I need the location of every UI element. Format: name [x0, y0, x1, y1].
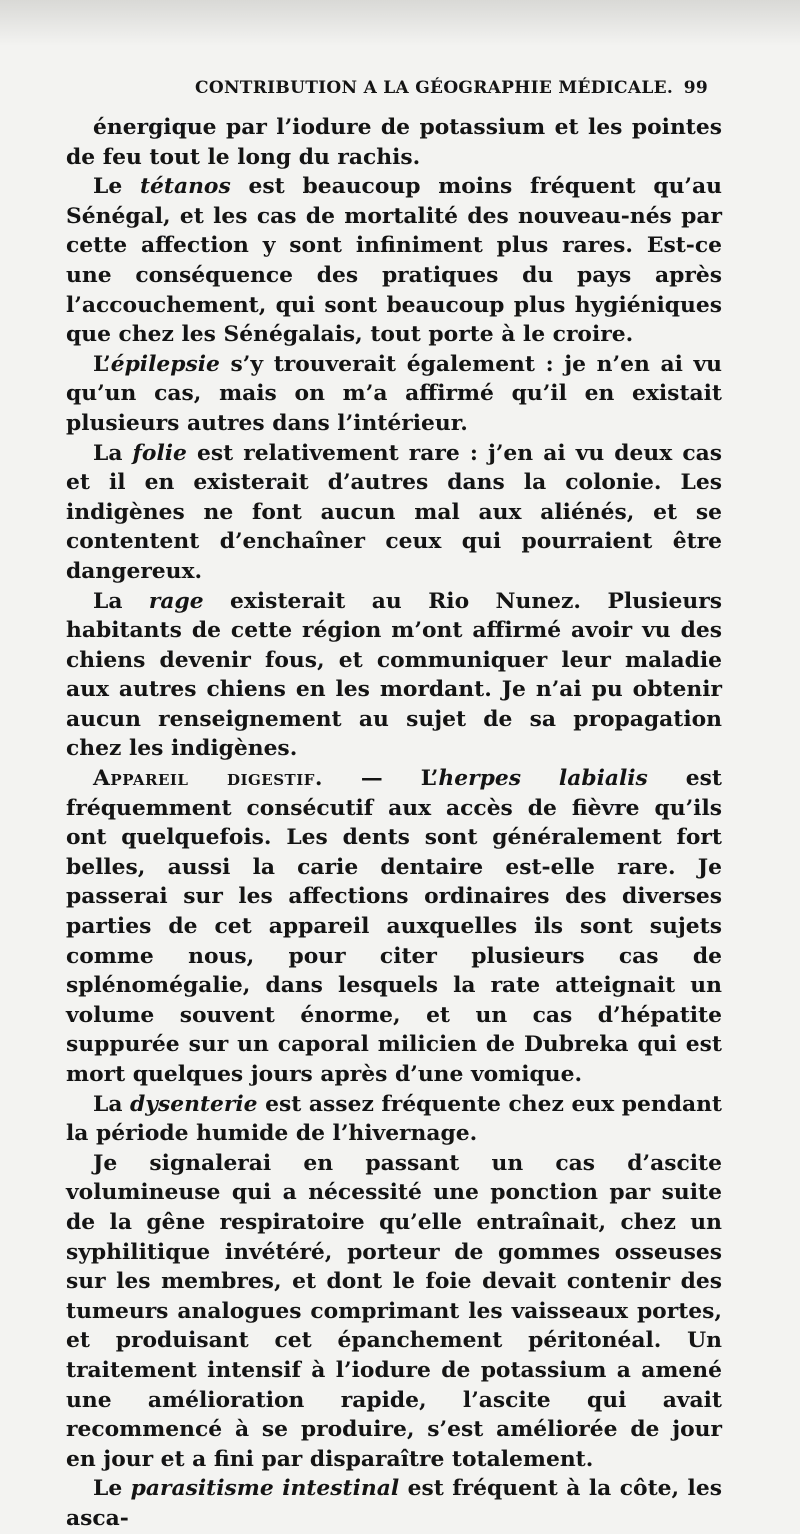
- paragraph-text: existerait au Rio Nunez. Plusieurs habitants de cette région m’ont affirmé avoir vu des chiens devenir fous, et communiquer leur maladie aux autres chiens en les mordant. Je n’ai pu obtenir aucun renseignement au sujet de sa propagation chez les indigènes.: [66, 588, 722, 762]
- page-number: 99: [683, 78, 708, 98]
- paragraph-epilepsie: [66, 350, 722, 439]
- paragraph-text: est assez fréquente chez eux pendant la période humide de l’hivernage.: [66, 1091, 722, 1147]
- paragraph-text: est beaucoup moins fréquent qu’au Sénégal, et les cas de mortalité des nouveau-nés par cette affection y sont infiniment plus rares. Est-ce une conséquence des pratiques du pays après l’accouchement, qui sont beaucoup plus hygiéniques que chez les Sénégalais, tout porte à le croire.: [66, 174, 722, 348]
- paragraph-lead: La: [93, 588, 149, 614]
- disease-term: folie: [132, 440, 187, 466]
- paragraph-text: est relativement rare : j’en ai vu deux cas et il en existerait d’autres dans la colonie. Les indigènes ne font aucun mal aux aliénés, et se contentent d’enchaîner ceux qui pourraient être dangereux.: [66, 440, 722, 584]
- paragraph-text: est fréquent à la côte, les asca-: [66, 1476, 722, 1531]
- paragraph-appareil-digestif: [66, 764, 722, 1090]
- paragraph-lead: — L’: [322, 766, 439, 792]
- disease-term: parasitisme intestinal: [130, 1476, 400, 1502]
- paragraph-rage: [66, 587, 722, 765]
- paragraph-lead: L’: [93, 351, 111, 377]
- paragraph-dysenterie: [66, 1090, 722, 1149]
- running-header: [195, 78, 708, 98]
- paragraph-ascite: [66, 1149, 722, 1475]
- body-text: [66, 113, 722, 1534]
- paragraph-lead: La: [93, 440, 133, 466]
- paragraph-lead: Le: [93, 1476, 131, 1502]
- paragraph-lead: La: [93, 1091, 131, 1117]
- paragraph-text: est fréquemment consécutif aux accès de fièvre qu’ils ont quelquefois. Les dents sont généralement fort belles, aussi la carie dentaire est-elle rare. Je passerai sur les affections ordinaires des diverses parties de cet appareil auxquelles ils sont sujets comme nous, pour citer plusieurs cas de splénomégalie, dans lesquels la rate atteignait un volume souvent énorme, et un cas d’hépatite suppurée sur un caporal milicien de Dubreka qui est mort quelques jours après d’une vomique.: [66, 766, 722, 1087]
- paragraph-tetanos: [66, 172, 722, 350]
- disease-term: épilepsie: [110, 351, 220, 377]
- paragraph-text: énergique par l’iodure de potassium et les pointes de feu tout le long du rachis.: [66, 115, 722, 170]
- disease-term: dysenterie: [130, 1091, 258, 1117]
- paragraph-text: Je signalerai en passant un cas d’ascite volumineuse qui a nécessité une ponction par suite de la gêne respiratoire qu’elle entraînait, chez un syphilitique invétéré, porteur de gommes osseuses sur les membres, et dont le foie devait contenir des tumeurs analogues comprimant les vaisseaux portes, et produisant cet épanchement péritonéal. Un traitement intensif à l’iodure de potassium a amené une amélioration rapide, l’ascite qui avait recommencé à se produire, s’est améliorée de jour en jour et a fini par disparaître totalement.: [66, 1150, 722, 1472]
- paragraph-folie: [66, 439, 722, 587]
- paragraph-lead: Le: [93, 174, 140, 200]
- disease-term: herpes labialis: [438, 766, 648, 792]
- section-heading: Appareil digestif.: [93, 766, 323, 792]
- paragraph-1: [66, 113, 722, 172]
- disease-term: tétanos: [139, 174, 231, 200]
- running-title: CONTRIBUTION A LA GÉOGRAPHIE MÉDICALE.: [195, 78, 674, 98]
- paragraph-parasitisme: [66, 1474, 722, 1533]
- disease-term: rage: [148, 588, 204, 614]
- paragraph-text: s’y trouverait également : je n’en ai vu qu’un cas, mais on m’a affirmé qu’il en existait plusieurs autres dans l’intérieur.: [66, 351, 722, 436]
